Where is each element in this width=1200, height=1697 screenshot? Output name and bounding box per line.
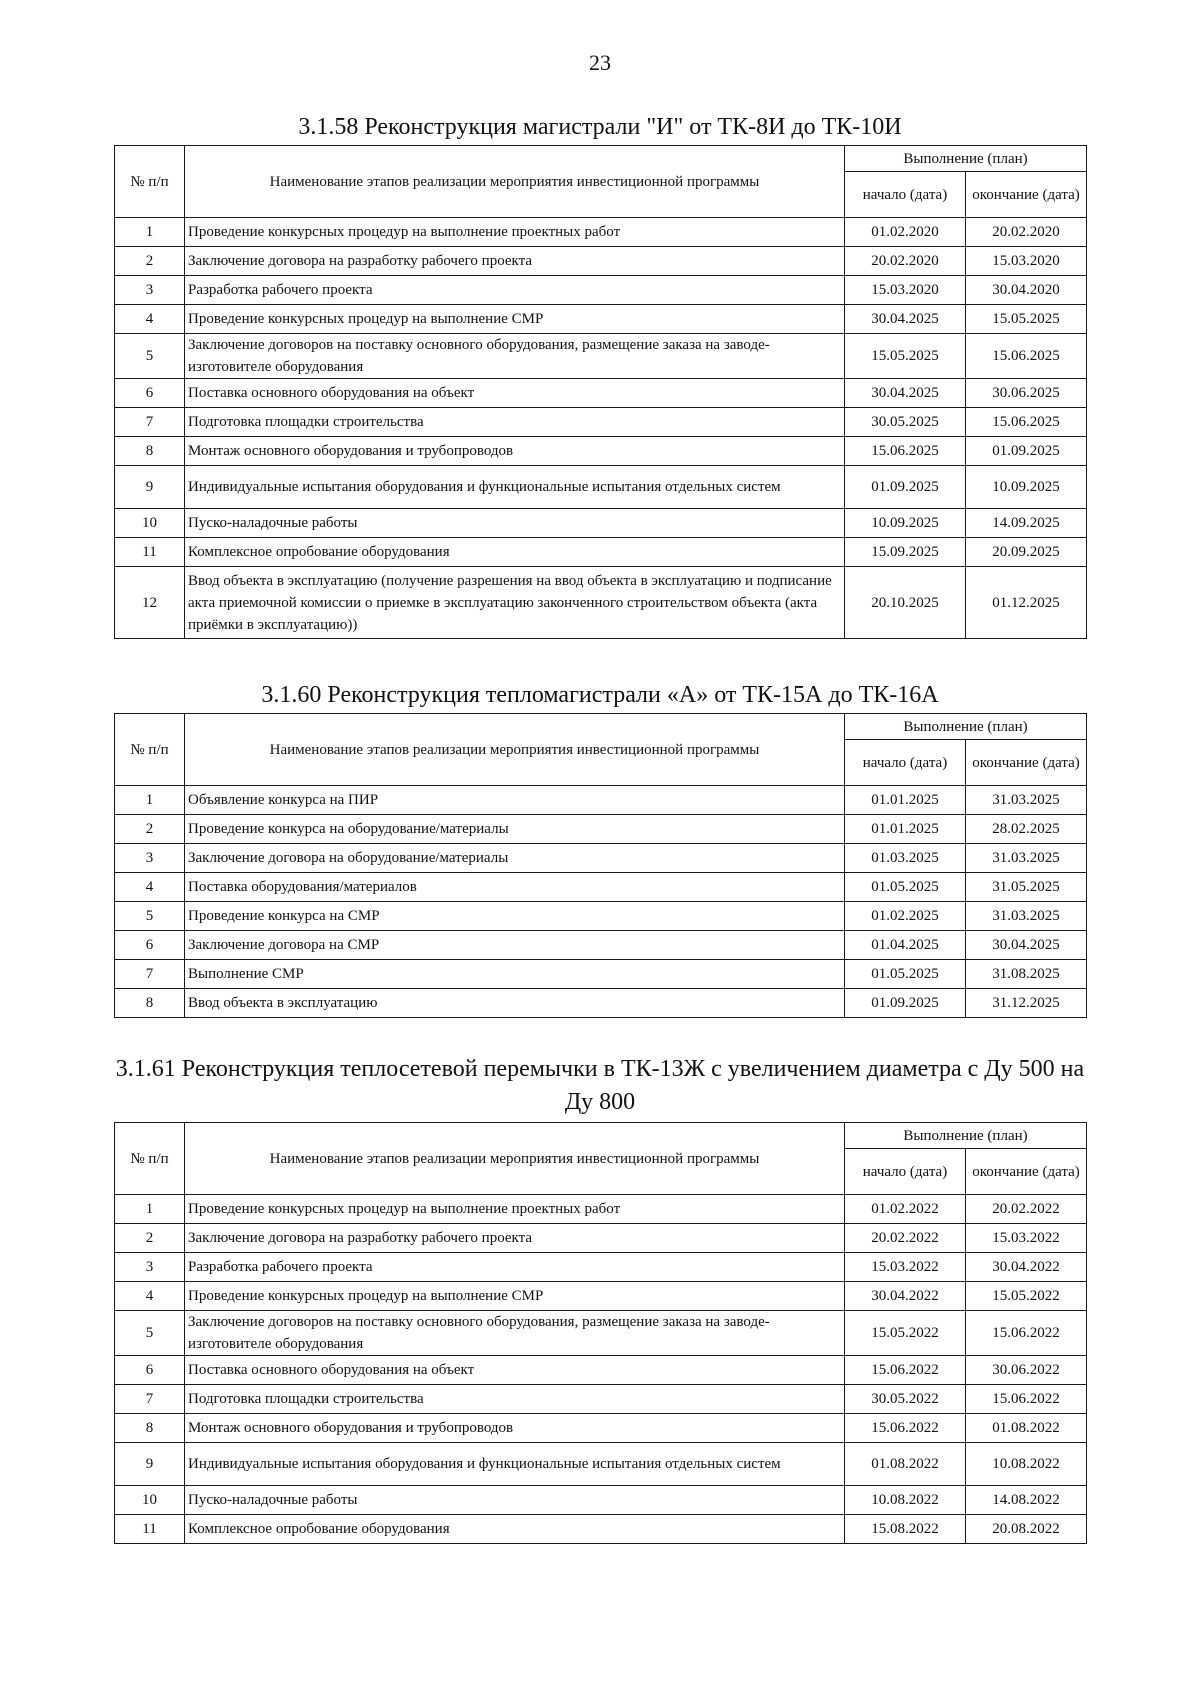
row-number: 3: [115, 844, 185, 873]
stage-name: Ввод объекта в эксплуатацию: [185, 989, 845, 1018]
stage-name: Разработка рабочего проекта: [185, 1253, 845, 1282]
row-number: 9: [115, 466, 185, 509]
row-number: 4: [115, 873, 185, 902]
stage-name: Комплексное опробование оборудования: [185, 538, 845, 567]
start-date: 15.06.2022: [845, 1414, 966, 1443]
row-number: 5: [115, 334, 185, 379]
table-row: [115, 1282, 1087, 1311]
table-row: [115, 989, 1087, 1018]
start-date: 01.09.2025: [845, 989, 966, 1018]
end-date: 15.06.2022: [966, 1311, 1087, 1356]
table-row: [115, 786, 1087, 815]
header-number: № п/п: [115, 714, 185, 786]
end-date: 31.03.2025: [966, 786, 1087, 815]
row-number: 11: [115, 1515, 185, 1544]
table-row: [115, 1311, 1087, 1356]
table-row: [115, 844, 1087, 873]
stage-name: Проведение конкурсных процедур на выполнение СМР: [185, 305, 845, 334]
start-date: 01.09.2025: [845, 466, 966, 509]
row-number: 1: [115, 1195, 185, 1224]
start-date: 01.02.2022: [845, 1195, 966, 1224]
start-date: 15.06.2022: [845, 1356, 966, 1385]
row-number: 4: [115, 305, 185, 334]
end-date: 28.02.2025: [966, 815, 1087, 844]
row-number: 6: [115, 1356, 185, 1385]
stage-name: Комплексное опробование оборудования: [185, 1515, 845, 1544]
table-row: [115, 567, 1087, 639]
table-row: [115, 815, 1087, 844]
end-date: 14.08.2022: [966, 1486, 1087, 1515]
stage-name: Заключение договора на разработку рабочего проекта: [185, 247, 845, 276]
end-date: 31.12.2025: [966, 989, 1087, 1018]
stage-name: Проведение конкурсных процедур на выполнение СМР: [185, 1282, 845, 1311]
stage-name: Индивидуальные испытания оборудования и функциональные испытания отдельных систем: [185, 466, 845, 509]
table-row: [115, 379, 1087, 408]
stage-name: Заключение договоров на поставку основного оборудования, размещение заказа на заводе-изготовителе оборудования: [185, 334, 845, 379]
stage-name: Индивидуальные испытания оборудования и функциональные испытания отдельных систем: [185, 1443, 845, 1486]
start-date: 20.02.2022: [845, 1224, 966, 1253]
stage-name: Объявление конкурса на ПИР: [185, 786, 845, 815]
end-date: 15.05.2022: [966, 1282, 1087, 1311]
stage-name: Проведение конкурсных процедур на выполнение проектных работ: [185, 218, 845, 247]
table-row: [115, 1356, 1087, 1385]
header-stage-name: Наименование этапов реализации мероприятия инвестиционной программы: [185, 1123, 845, 1195]
row-number: 3: [115, 276, 185, 305]
row-number: 8: [115, 989, 185, 1018]
header-end-date: окончание (дата): [966, 1149, 1087, 1195]
row-number: 5: [115, 1311, 185, 1356]
section-title-3-1-61: 3.1.61 Реконструкция теплосетевой перемычки в ТК-13Ж с увеличением диаметра с Ду 500 на Ду 800: [115, 1056, 1085, 1115]
row-number: 7: [115, 1385, 185, 1414]
start-date: 15.03.2022: [845, 1253, 966, 1282]
start-date: 30.04.2025: [845, 305, 966, 334]
table-row: [115, 509, 1087, 538]
header-end-date: окончание (дата): [966, 740, 1087, 786]
start-date: 01.03.2025: [845, 844, 966, 873]
start-date: 01.02.2020: [845, 218, 966, 247]
header-number: № п/п: [115, 1123, 185, 1195]
end-date: 15.06.2025: [966, 334, 1087, 379]
start-date: 15.03.2020: [845, 276, 966, 305]
stage-name: Пуско-наладочные работы: [185, 509, 845, 538]
stage-name: Ввод объекта в эксплуатацию (получение разрешения на ввод объекта в эксплуатацию и подписание акта приемочной комиссии о приемке в эксплуатацию законченного строительством объекта (акта приёмки в эксплуатацию)): [185, 567, 845, 639]
stage-name: Монтаж основного оборудования и трубопроводов: [185, 437, 845, 466]
schedule-table-3-1-61: [114, 1122, 1087, 1544]
start-date: 15.05.2022: [845, 1311, 966, 1356]
start-date: 01.04.2025: [845, 931, 966, 960]
stage-name: Заключение договоров на поставку основного оборудования, размещение заказа на заводе-изготовителе оборудования: [185, 1311, 845, 1356]
end-date: 30.06.2022: [966, 1356, 1087, 1385]
table-row: [115, 218, 1087, 247]
stage-name: Проведение конкурса на СМР: [185, 902, 845, 931]
end-date: 15.06.2022: [966, 1385, 1087, 1414]
table-row: [115, 1515, 1087, 1544]
end-date: 15.03.2020: [966, 247, 1087, 276]
stage-name: Подготовка площадки строительства: [185, 1385, 845, 1414]
start-date: 01.05.2025: [845, 960, 966, 989]
stage-name: Разработка рабочего проекта: [185, 276, 845, 305]
start-date: 15.05.2025: [845, 334, 966, 379]
row-number: 12: [115, 567, 185, 639]
table-row: [115, 1385, 1087, 1414]
end-date: 15.03.2022: [966, 1224, 1087, 1253]
end-date: 31.03.2025: [966, 844, 1087, 873]
start-date: 30.04.2022: [845, 1282, 966, 1311]
header-end-date: окончание (дата): [966, 172, 1087, 218]
start-date: 01.08.2022: [845, 1443, 966, 1486]
end-date: 30.06.2025: [966, 379, 1087, 408]
start-date: 10.09.2025: [845, 509, 966, 538]
row-number: 11: [115, 538, 185, 567]
header-start-date: начало (дата): [845, 740, 966, 786]
row-number: 2: [115, 815, 185, 844]
table-row: [115, 538, 1087, 567]
stage-name: Поставка основного оборудования на объект: [185, 1356, 845, 1385]
row-number: 7: [115, 960, 185, 989]
row-number: 4: [115, 1282, 185, 1311]
end-date: 31.05.2025: [966, 873, 1087, 902]
table-row: [115, 931, 1087, 960]
end-date: 14.09.2025: [966, 509, 1087, 538]
start-date: 30.04.2025: [845, 379, 966, 408]
stage-name: Пуско-наладочные работы: [185, 1486, 845, 1515]
row-number: 1: [115, 218, 185, 247]
stage-name: Заключение договора на разработку рабочего проекта: [185, 1224, 845, 1253]
table-row: [115, 1195, 1087, 1224]
table-row: [115, 1414, 1087, 1443]
table-row: [115, 873, 1087, 902]
table-row: [115, 437, 1087, 466]
end-date: 20.02.2022: [966, 1195, 1087, 1224]
stage-name: Проведение конкурсных процедур на выполнение проектных работ: [185, 1195, 845, 1224]
end-date: 20.08.2022: [966, 1515, 1087, 1544]
table-row: [115, 247, 1087, 276]
schedule-table-3-1-58: [114, 145, 1087, 639]
end-date: 15.06.2025: [966, 408, 1087, 437]
stage-name: Подготовка площадки строительства: [185, 408, 845, 437]
stage-name: Заключение договора на СМР: [185, 931, 845, 960]
end-date: 30.04.2022: [966, 1253, 1087, 1282]
start-date: 10.08.2022: [845, 1486, 966, 1515]
start-date: 01.01.2025: [845, 786, 966, 815]
table-row: [115, 334, 1087, 379]
header-plan: Выполнение (план): [845, 714, 1087, 740]
header-start-date: начало (дата): [845, 172, 966, 218]
table-row: [115, 1486, 1087, 1515]
row-number: 9: [115, 1443, 185, 1486]
start-date: 30.05.2025: [845, 408, 966, 437]
section-title-3-1-58: 3.1.58 Реконструкция магистрали "И" от ТК-8И до ТК-10И: [298, 114, 902, 140]
start-date: 01.05.2025: [845, 873, 966, 902]
table-row: [115, 305, 1087, 334]
table-row: [115, 1443, 1087, 1486]
row-number: 10: [115, 1486, 185, 1515]
stage-name: Заключение договора на оборудование/материалы: [185, 844, 845, 873]
row-number: 5: [115, 902, 185, 931]
header-stage-name: Наименование этапов реализации мероприятия инвестиционной программы: [185, 714, 845, 786]
stage-name: Поставка основного оборудования на объект: [185, 379, 845, 408]
end-date: 31.08.2025: [966, 960, 1087, 989]
end-date: 01.09.2025: [966, 437, 1087, 466]
header-number: № п/п: [115, 146, 185, 218]
table-row: [115, 960, 1087, 989]
table-row: [115, 1253, 1087, 1282]
stage-name: Выполнение СМР: [185, 960, 845, 989]
end-date: 01.08.2022: [966, 1414, 1087, 1443]
end-date: 30.04.2020: [966, 276, 1087, 305]
schedule-table-3-1-60: [114, 713, 1087, 1018]
table-row: [115, 1224, 1087, 1253]
end-date: 20.02.2020: [966, 218, 1087, 247]
start-date: 15.08.2022: [845, 1515, 966, 1544]
row-number: 1: [115, 786, 185, 815]
section-title-3-1-60: 3.1.60 Реконструкция тепломагистрали «А» от ТК-15А до ТК-16А: [261, 682, 939, 708]
page-number: 23: [589, 50, 611, 75]
end-date: 10.09.2025: [966, 466, 1087, 509]
end-date: 20.09.2025: [966, 538, 1087, 567]
row-number: 3: [115, 1253, 185, 1282]
row-number: 8: [115, 437, 185, 466]
end-date: 01.12.2025: [966, 567, 1087, 639]
end-date: 10.08.2022: [966, 1443, 1087, 1486]
end-date: 30.04.2025: [966, 931, 1087, 960]
start-date: 15.09.2025: [845, 538, 966, 567]
start-date: 30.05.2022: [845, 1385, 966, 1414]
table-row: [115, 902, 1087, 931]
header-plan: Выполнение (план): [845, 146, 1087, 172]
row-number: 10: [115, 509, 185, 538]
header-start-date: начало (дата): [845, 1149, 966, 1195]
table-row: [115, 466, 1087, 509]
row-number: 2: [115, 1224, 185, 1253]
table-row: [115, 276, 1087, 305]
row-number: 6: [115, 379, 185, 408]
table-row: [115, 408, 1087, 437]
start-date: 01.01.2025: [845, 815, 966, 844]
row-number: 2: [115, 247, 185, 276]
start-date: 20.10.2025: [845, 567, 966, 639]
stage-name: Поставка оборудования/материалов: [185, 873, 845, 902]
end-date: 15.05.2025: [966, 305, 1087, 334]
stage-name: Монтаж основного оборудования и трубопроводов: [185, 1414, 845, 1443]
stage-name: Проведение конкурса на оборудование/материалы: [185, 815, 845, 844]
start-date: 20.02.2020: [845, 247, 966, 276]
start-date: 15.06.2025: [845, 437, 966, 466]
row-number: 8: [115, 1414, 185, 1443]
row-number: 6: [115, 931, 185, 960]
header-plan: Выполнение (план): [845, 1123, 1087, 1149]
header-stage-name: Наименование этапов реализации мероприятия инвестиционной программы: [185, 146, 845, 218]
row-number: 7: [115, 408, 185, 437]
start-date: 01.02.2025: [845, 902, 966, 931]
end-date: 31.03.2025: [966, 902, 1087, 931]
